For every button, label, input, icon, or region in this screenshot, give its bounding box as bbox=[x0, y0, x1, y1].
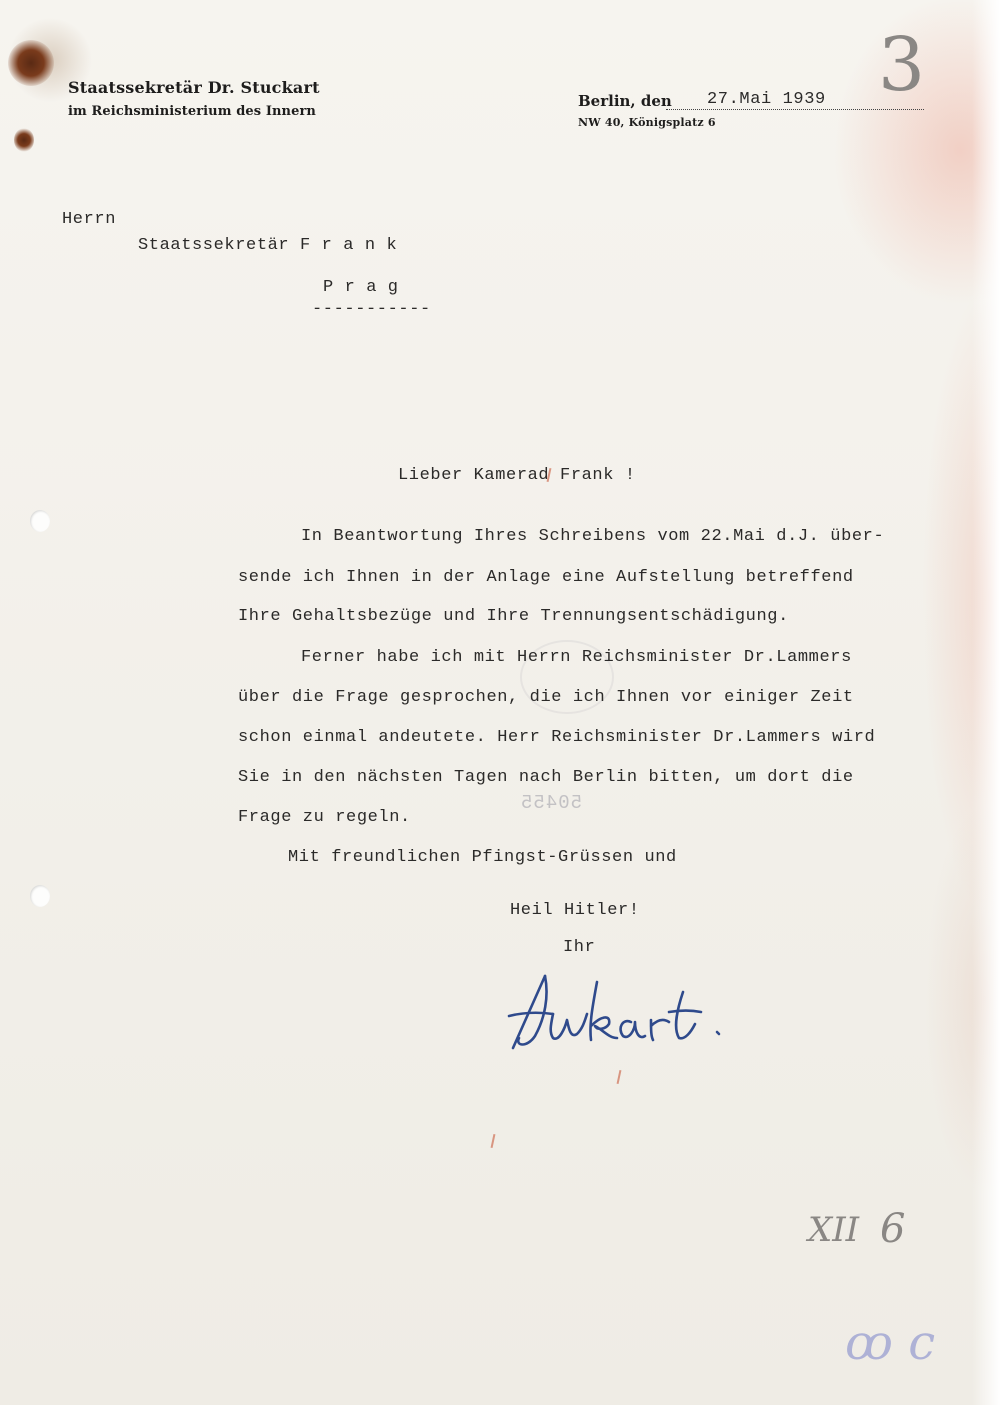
letterhead-address: NW 40, Königsplatz 6 bbox=[578, 116, 716, 129]
letterhead-ministry: im Reichsministerium des Innern bbox=[68, 104, 316, 119]
rust-stain bbox=[8, 40, 54, 86]
greeting: Lieber Kamerad Frank ! bbox=[398, 466, 636, 485]
body-line: sende ich Ihnen in der Anlage eine Aufstellung betreffend bbox=[238, 568, 854, 587]
pencil-archive-number: 6 bbox=[880, 1206, 906, 1252]
recipient-city: P r a g bbox=[323, 278, 399, 297]
recipient-herrn: Herrn bbox=[62, 210, 117, 229]
red-tick-mark bbox=[617, 1070, 622, 1084]
date-dotted-line bbox=[666, 109, 924, 110]
recipient-underline: ----------- bbox=[312, 300, 431, 319]
paper-edge bbox=[972, 0, 1000, 1405]
body-line: Ferner habe ich mit Herrn Reichsminister Dr.Lammers bbox=[301, 648, 852, 667]
red-tick-mark bbox=[491, 1134, 496, 1148]
body-line: In Beantwortung Ihres Schreibens vom 22.Mai d.J. über- bbox=[301, 527, 885, 546]
heil-line: Heil Hitler! bbox=[510, 901, 640, 920]
body-line: schon einmal andeutete. Herr Reichsminister Dr.Lammers wird bbox=[238, 728, 876, 747]
punch-hole bbox=[30, 885, 50, 907]
letter-date: 27.Mai 1939 bbox=[707, 90, 826, 109]
recipient-name: Staatssekretär F r a n k bbox=[138, 236, 398, 255]
rust-stain bbox=[14, 128, 34, 152]
body-line: über die Frage gesprochen, die ich Ihnen vor einiger Zeit bbox=[238, 688, 854, 707]
closing-line: Mit freundlichen Pfingst-Grüssen und bbox=[288, 848, 677, 867]
body-line: Ihre Gehaltsbezüge und Ihre Trennungsentschädigung. bbox=[238, 607, 789, 626]
body-line: Sie in den nächsten Tagen nach Berlin bitten, um dort die bbox=[238, 768, 854, 787]
punch-hole bbox=[30, 510, 50, 532]
pencil-archive-mark: XII bbox=[808, 1210, 860, 1250]
faint-stamp-number: 50455 bbox=[520, 792, 583, 814]
pencil-page-number: 3 bbox=[878, 22, 926, 108]
ihr-line: Ihr bbox=[563, 938, 596, 957]
body-line: Frage zu regeln. bbox=[238, 808, 411, 827]
letterhead-city: Berlin, den bbox=[578, 92, 672, 110]
handwritten-signature bbox=[505, 968, 735, 1058]
blue-stamp-mark: ꝏ c bbox=[845, 1315, 936, 1371]
letterhead-sender: Staatssekretär Dr. Stuckart bbox=[68, 78, 320, 97]
